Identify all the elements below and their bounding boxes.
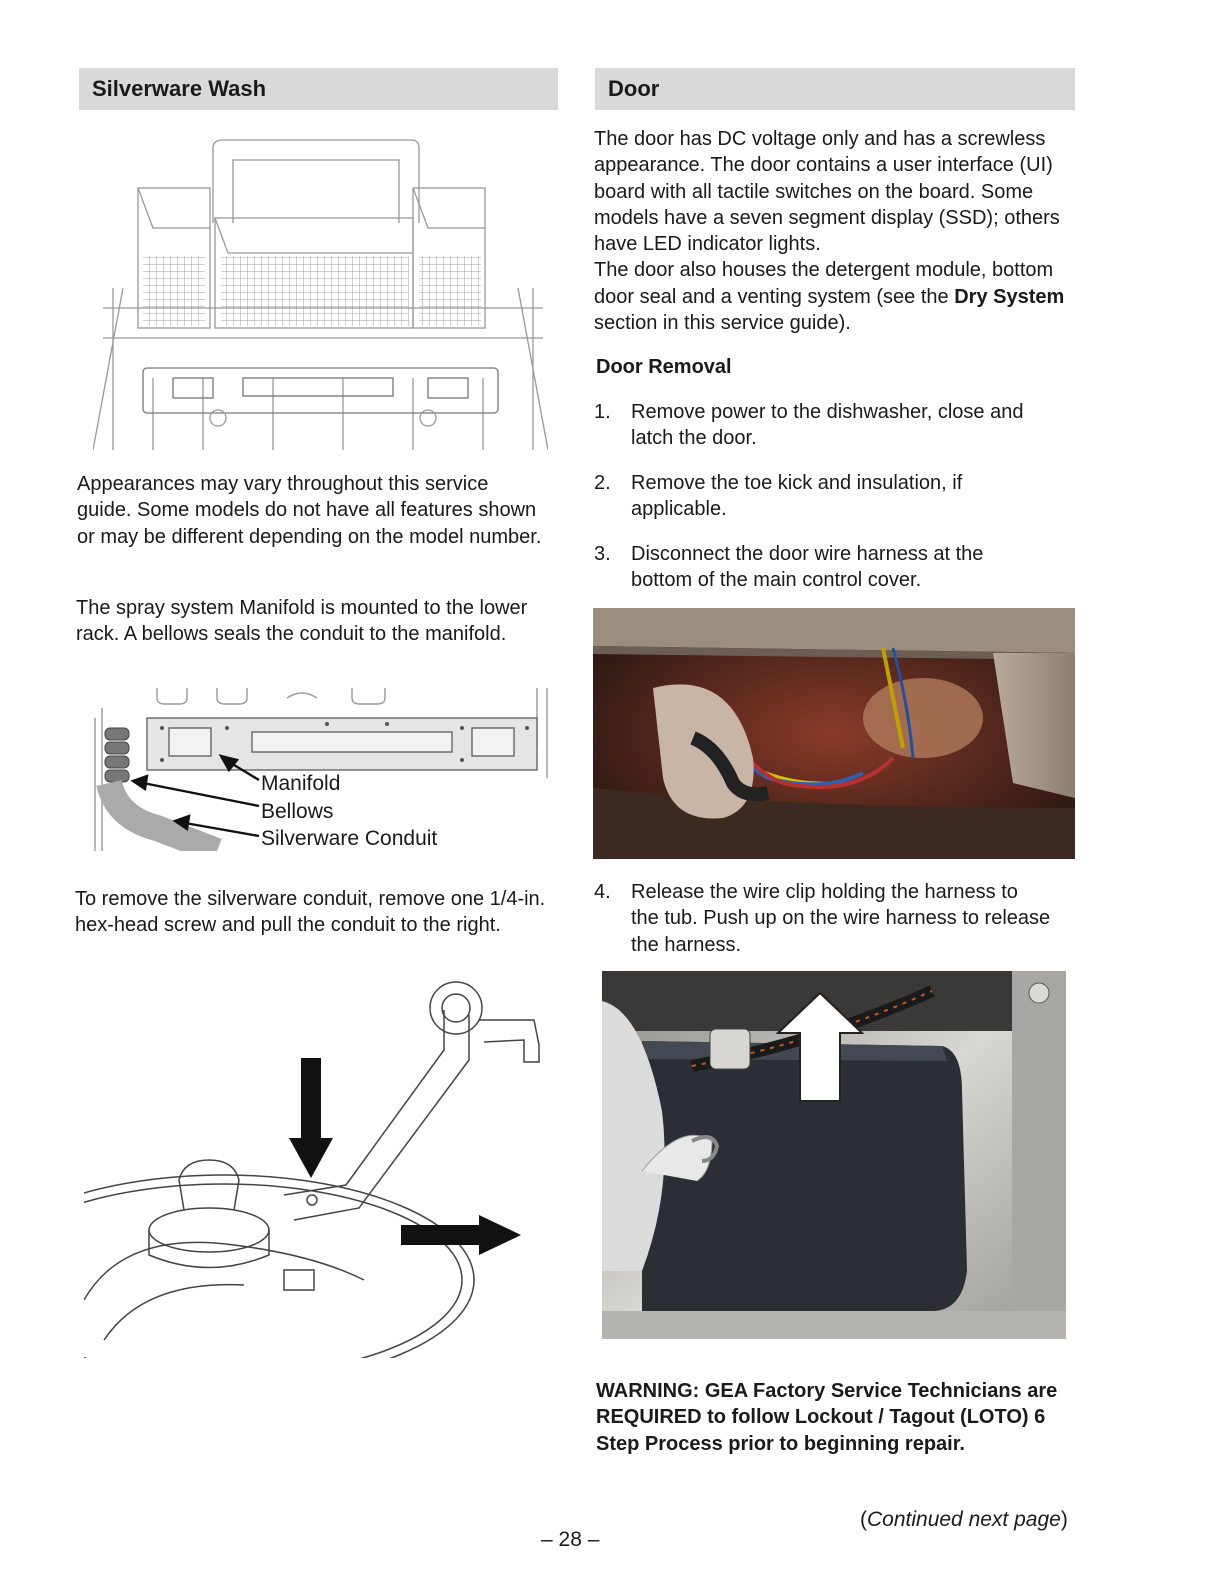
label-silverware-conduit: Silverware Conduit xyxy=(261,827,438,850)
step-1 xyxy=(594,399,1074,455)
manifold-diagram xyxy=(87,688,553,851)
manifold-description: The spray system Manifold is mounted to the lower rack. A bellows seals the conduit to the manifold. xyxy=(76,597,528,646)
conduit-removal-illustration xyxy=(84,980,546,1358)
step-number: 1. xyxy=(594,401,611,423)
section-title: Door xyxy=(608,76,660,101)
step-text: Release the wire clip holding the harness to the tub. Push up on the wire harness to release the harness. xyxy=(631,881,1051,956)
section-header-door xyxy=(595,68,1075,110)
step-3 xyxy=(594,541,1074,597)
door-intro-housing: The door also houses the detergent module, bottom door seal and a venting system (see the Dry System section in this service guide). xyxy=(594,259,1065,335)
step-number: 2. xyxy=(594,472,611,494)
wire-clip-photo xyxy=(602,971,1066,1339)
section-header-silverware-wash xyxy=(79,68,558,110)
conduit-removal-instructions: To remove the silverware conduit, remove one 1/4-in. hex-head screw and pull the conduit to the right. xyxy=(75,888,546,937)
dry-system-reference: Dry System xyxy=(954,285,1065,308)
silverware-basket-illustration xyxy=(93,138,548,450)
appearances-note: Appearances may vary throughout this service guide. Some models do not have all features shown or may be different depending on the model number. xyxy=(77,473,542,548)
loto-warning: WARNING: GEA Factory Service Technicians are REQUIRED to follow Lockout / Tagout (LOTO) 6 Step Process prior to beginning repair. xyxy=(596,1380,1058,1455)
wire-harness-photo xyxy=(593,608,1075,859)
section-title: Silverware Wash xyxy=(92,76,267,101)
label-bellows: Bellows xyxy=(261,800,334,823)
step-text: Remove the toe kick and insulation, if applicable. xyxy=(631,472,963,521)
door-intro: The door has DC voltage only and has a screwless appearance. The door contains a user interface (UI) board with all tactile switches on the board. Some models have a seven segment display (SSD); others have LED indicator lights. The door also houses the detergent module, bottom door seal and a venting system (see the Dry System section in this service guide). xyxy=(594,126,1074,336)
step-2 xyxy=(594,470,1074,526)
step-text: Remove power to the dishwasher, close and latch the door. xyxy=(631,401,1024,450)
door-removal-heading: Door Removal xyxy=(596,356,732,378)
step-number: 4. xyxy=(594,881,611,903)
continued-note: (Continued next page) xyxy=(860,1508,1068,1531)
step-4 xyxy=(594,879,1074,961)
step-text: Disconnect the door wire harness at the bottom of the main control cover. xyxy=(631,543,984,592)
label-manifold: Manifold xyxy=(261,772,341,795)
page-number: – 28 – xyxy=(541,1528,600,1551)
step-number: 3. xyxy=(594,543,611,565)
